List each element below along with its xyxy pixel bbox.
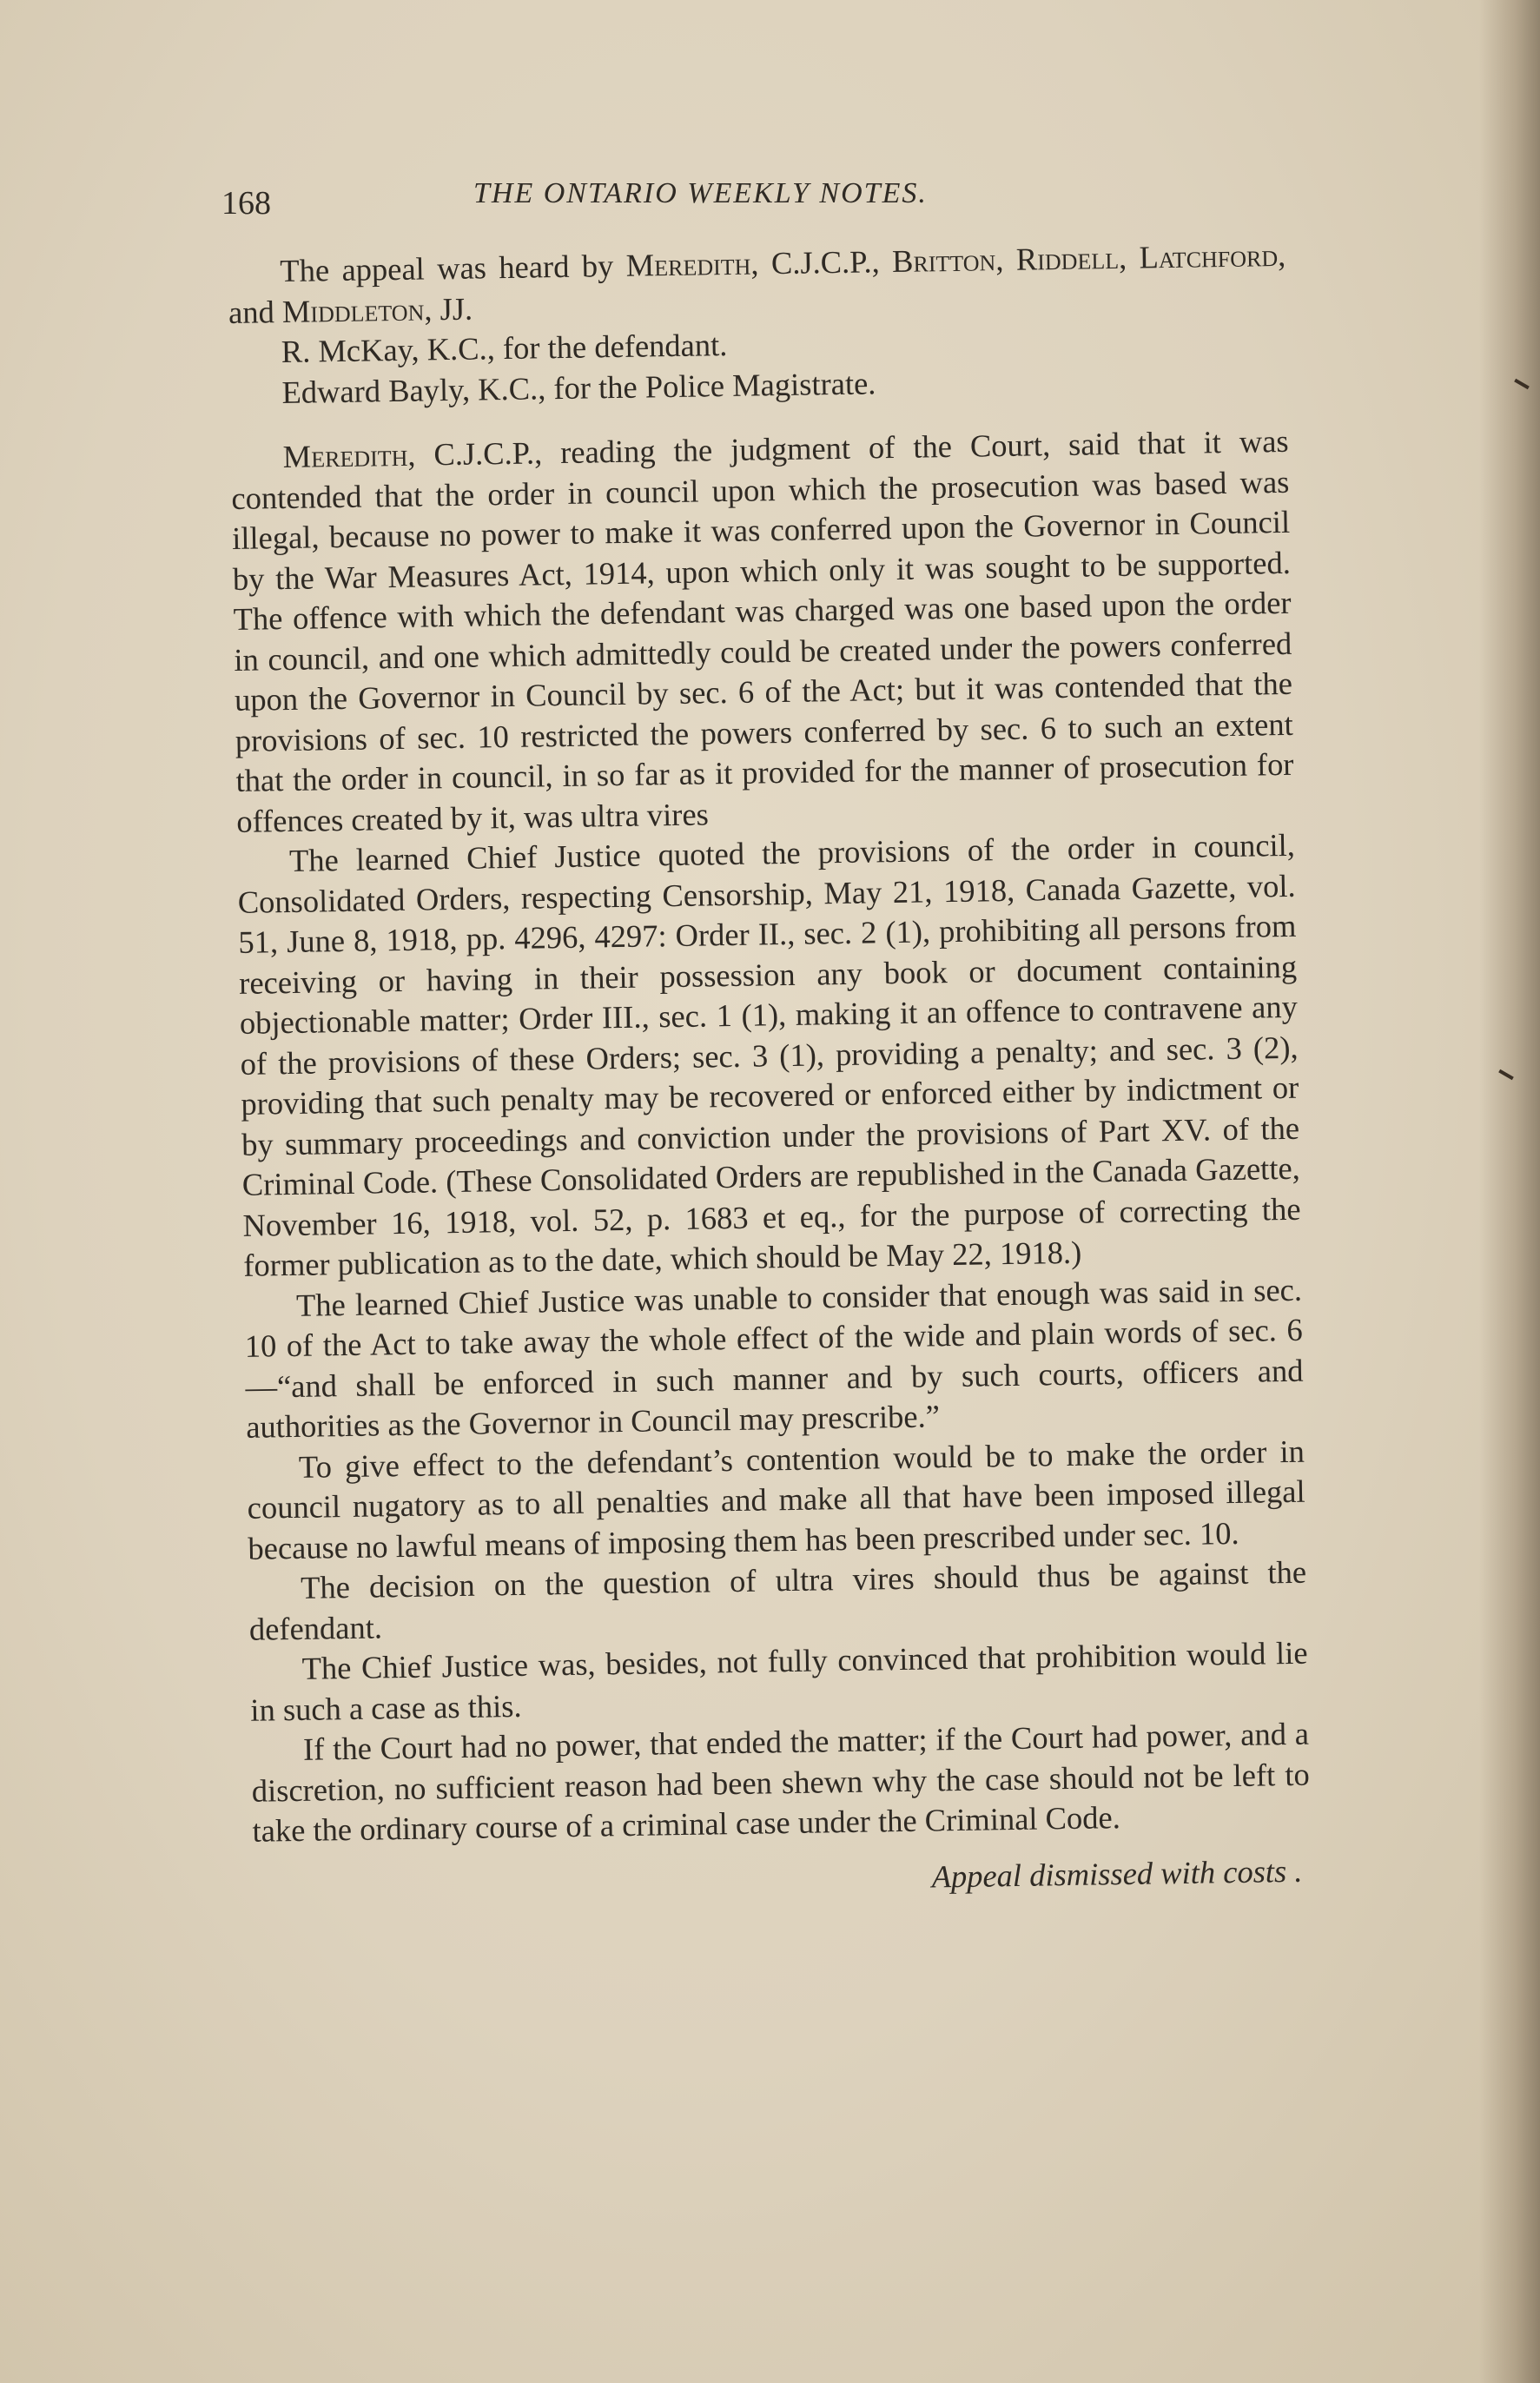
page-header <box>221 172 1299 224</box>
running-title: THE ONTARIO WEEKLY NOTES. <box>473 177 928 209</box>
counsel-magistrate: Edward Bayly, K.C., for the Police Magistrate. <box>281 364 876 410</box>
judgment-paragraph-1: Meredith, C.J.C.P., reading the judgment of the Court, said that it was contended that the order in council upon which the prosecution was based was illegal, because no power to make it was conferred upon the Governor in Council by the War Measures Act, 1914, upon which only it was sought to be supported. The offence with which the defendant was charged was one based upon the order in council, and one which admittedly could be created under the powers conferred upon the Governor in Council by sec. 6 of the Act; but it was contended that the provisions of sec. 10 restricted the powers conferred by sec. 6 to such an extent that the order in council, in so far as it provided for the manner of prosecution for offences created by it, was ultra vires <box>231 422 1294 839</box>
judgment-paragraph-7: If the Court had no power, that ended the matter; if the Court had power, and a discretion, no sufficient reason had been shewn why the case should not be left to take the ordinary course of a criminal case under the Criminal Code. <box>251 1715 1310 1849</box>
judgment-paragraph-6: The Chief Justice was, besides, not fully convinced that prohibition would lie in such a case as this. <box>250 1634 1308 1728</box>
judgment-paragraph-4: To give effect to the defendant’s contention would be to make the order in council nugatory as to all penalties and make all that have been imposed illegal because no lawful means of imposing them has been prescribed under sec. 10. <box>247 1433 1305 1566</box>
judge-name: Riddell <box>1015 239 1120 277</box>
counsel-defendant: R. McKay, K.C., for the defendant. <box>281 326 728 370</box>
page-spine-shadow <box>1479 0 1540 2383</box>
hearing-paragraph: The appeal was heard by Meredith, C.J.C.P., Britton, Riddell, Latchford, and Middleton, JJ. <box>228 236 1286 330</box>
judge-name: Meredith <box>625 245 751 283</box>
page-number: 168 <box>221 185 271 222</box>
judgment-paragraph-5: The decision on the question of ultra vires should thus be against the defendant. <box>248 1553 1307 1647</box>
judgment-paragraph-2: The learned Chief Justice quoted the provisions of the order in council, Consolidated Orders, respecting Censorship, May 21, 1918, Canada Gazette, vol. 51, June 8, 1918, pp. 4296, 4297: Order II., sec. 2 (1), prohibiting all persons from receiving or having in their possession any book or document containing objectionable matter; Order III., sec. 1 (1), making it an offence to contravene any of the provisions of these Orders; sec. 3 (1), providing a penalty; and sec. 3 (2), providing that such penalty may be recovered or enforced either by indictment or by summary proceedings and conviction under the provisions of Part XV. of the Criminal Code. (These Consolidated Orders are republished in the Canada Gazette, November 16, 1918, vol. 52, p. 1683 et eq., for the purpose of correcting the former publication as to the date, which should be May 22, 1918.) <box>237 826 1301 1283</box>
judge-name: Meredith <box>282 436 408 475</box>
judge-name: Middleton <box>281 290 425 329</box>
body-text <box>228 235 1312 1908</box>
closing-line: Appeal dismissed with costs . <box>931 1852 1303 1894</box>
judgment-paragraph-3: The learned Chief Justice was unable to consider that enough was said in sec. 10 of the Act to take away the whole effect of the wide and plain words of sec. 6—“and shall be enforced in such manner and by such courts, officers and authorities as the Governor in Council may prescribe.” <box>244 1271 1304 1445</box>
judge-name: Britton <box>891 242 996 279</box>
judge-name: Latchford <box>1139 237 1279 275</box>
